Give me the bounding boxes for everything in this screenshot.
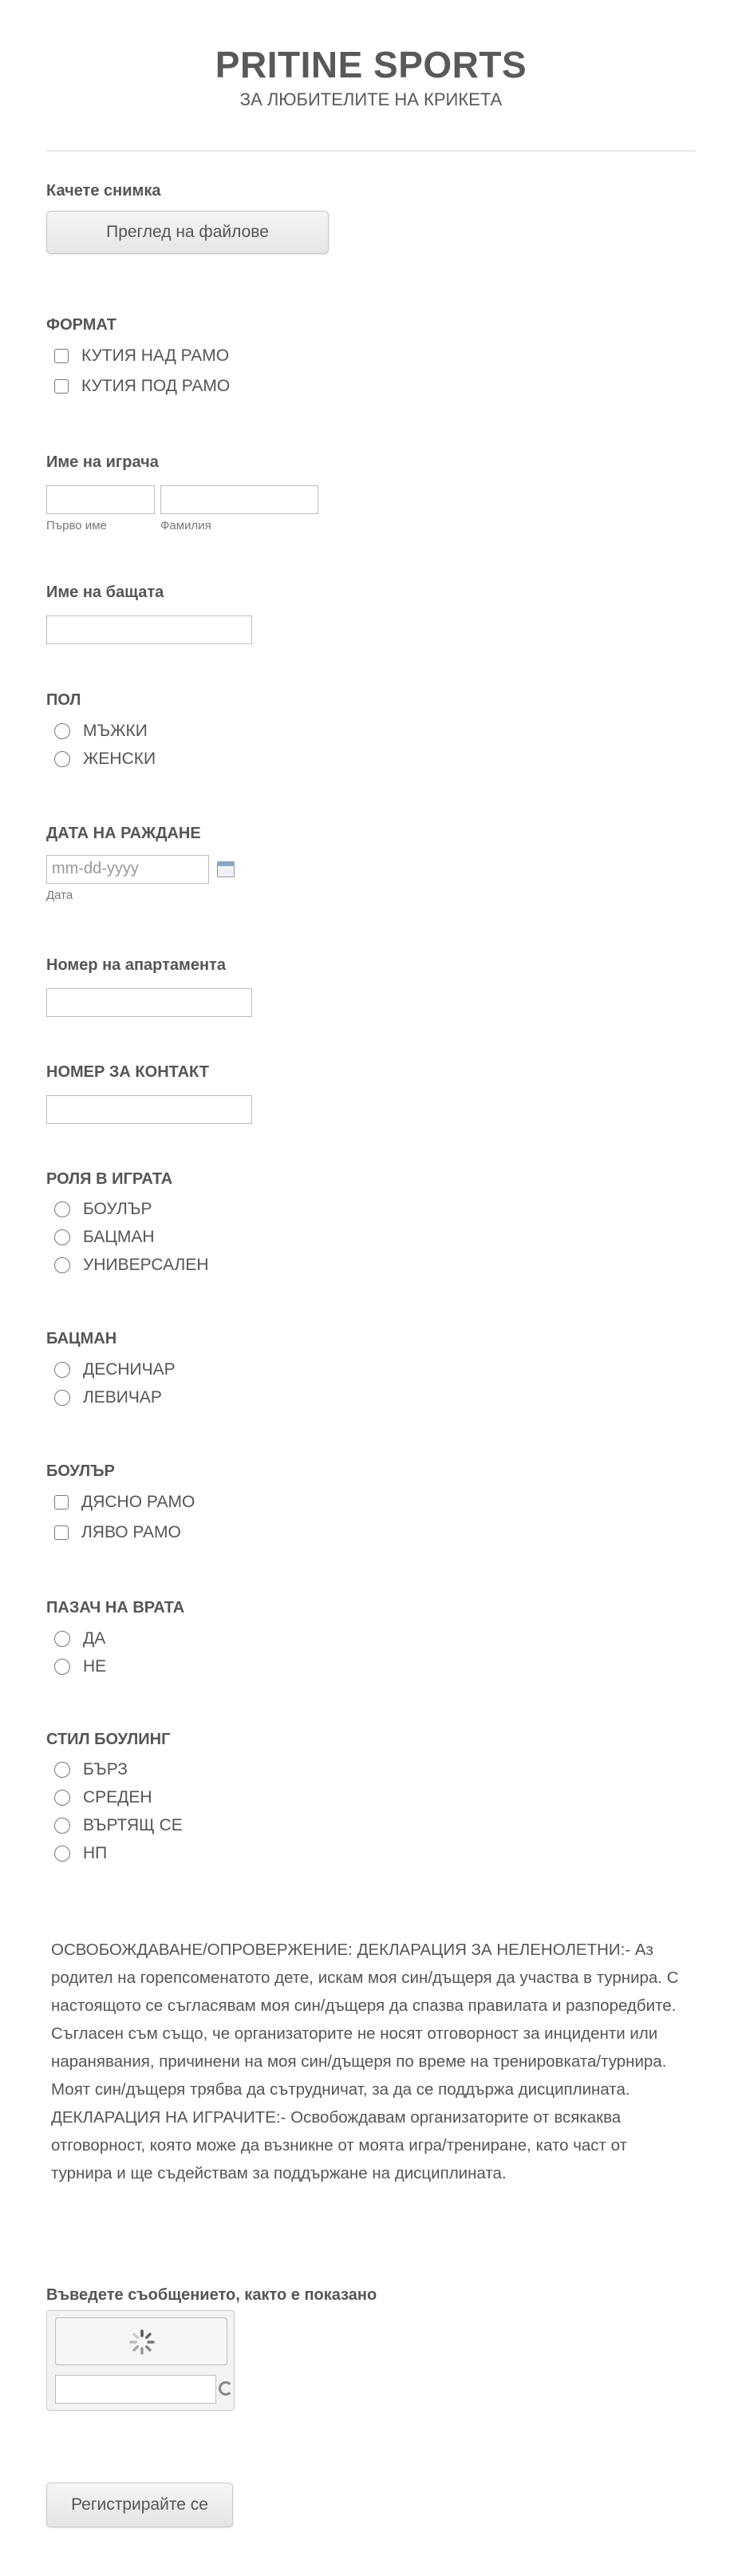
first-name-input[interactable] <box>46 485 155 514</box>
last-name-sublabel: Фамилия <box>160 519 211 532</box>
checkbox[interactable] <box>54 1525 69 1540</box>
batsman-option-left[interactable]: ЛЕВИЧАР <box>54 1388 162 1407</box>
register-button[interactable]: Регистрирайте се <box>46 2483 233 2527</box>
format-section <box>46 316 696 395</box>
format-label: ФОРМАТ <box>46 316 117 334</box>
batsman-section <box>46 1330 696 1407</box>
radio-button[interactable] <box>54 1846 70 1862</box>
bowling-style-option-spin[interactable]: ВЪРТЯЩ СЕ <box>54 1816 183 1835</box>
bowling-style-option-medium[interactable]: СРЕДЕН <box>54 1788 152 1807</box>
header-divider <box>46 150 696 152</box>
radio-button[interactable] <box>54 1257 70 1273</box>
first-name-sublabel: Първо име <box>46 519 107 532</box>
captcha-image <box>55 2317 227 2365</box>
dob-section <box>46 825 696 902</box>
captcha-panel <box>46 2310 235 2411</box>
upload-label: Качете снимка <box>46 182 161 200</box>
radio-button[interactable] <box>54 1818 70 1834</box>
father-name-input[interactable] <box>46 615 252 644</box>
radio-button[interactable] <box>54 1790 70 1806</box>
role-section <box>46 1170 696 1274</box>
bowling-style-label: СТИЛ БОУЛИНГ <box>46 1731 171 1748</box>
bowling-style-option-fast[interactable]: БЪРЗ <box>54 1760 128 1779</box>
batsman-option-right[interactable]: ДЕСНИЧАР <box>54 1360 176 1379</box>
keeper-label: ПАЗАЧ НА ВРАТА <box>46 1599 185 1616</box>
radio-button[interactable] <box>54 1659 70 1675</box>
gender-section <box>46 691 696 768</box>
gender-option-female[interactable]: ЖЕНСКИ <box>54 750 156 769</box>
player-name-section <box>46 453 696 532</box>
apartment-label: Номер на апартамента <box>46 956 226 974</box>
checkbox[interactable] <box>54 349 69 363</box>
radio-button[interactable] <box>54 1229 70 1245</box>
form-header <box>0 0 742 110</box>
radio-button[interactable] <box>54 1362 70 1378</box>
form-subtitle: ЗА ЛЮБИТЕЛИТЕ НА КРИКЕТА <box>239 89 503 109</box>
contact-input[interactable] <box>46 1095 252 1124</box>
gender-label: ПОЛ <box>46 691 81 709</box>
checkbox[interactable] <box>54 1495 69 1510</box>
contact-label: НОМЕР ЗА КОНТАКТ <box>46 1063 209 1081</box>
browse-files-button[interactable]: Преглед на файлове <box>46 211 329 254</box>
bowling-style-option-na[interactable]: НП <box>54 1844 107 1863</box>
father-name-section <box>46 584 696 602</box>
keeper-section <box>46 1599 696 1676</box>
dob-placeholder: mm-dd-yyyy <box>52 860 139 877</box>
role-option-allrounder[interactable]: УНИВЕРСАЛЕН <box>54 1256 209 1275</box>
batsman-label: БАЦМАН <box>46 1330 117 1347</box>
disclaimer-text: ОСВОБОЖДАВАНЕ/ОПРОВЕРЖЕНИЕ: ДЕКЛАРАЦИЯ ЗА НЕЛЕНОЛЕТНИ:- Аз родител на горепсоменатото дете, искам моя син/дъщеря да участва в турнира. С настоящото се съгласявам моя син/дъщеря да спазва правилата и разпоредбите. Съгласен съм също, че организаторите не носят отговорност за инциденти или наранявания, причинени на моя син/дъщеря по време на тренировката/турнира. Моят син/дъщеря трябва да сътрудничат, за да се поддържа дисциплината. ДЕКЛАРАЦИЯ НА ИГРАЧИТЕ:- Освобождавам организаторите от всякаква отговорност, която може да възникне от моята игра/трениране, като част от турнира и ще съдействам за поддържане на дисциплината. <box>51 1941 679 2182</box>
bowler-label: БОУЛЪР <box>46 1462 115 1480</box>
bowler-option-left-arm[interactable]: ЛЯВО РАМО <box>54 1523 181 1542</box>
radio-button[interactable] <box>54 1201 70 1217</box>
radio-button[interactable] <box>54 723 70 739</box>
dob-sublabel: Дата <box>46 888 73 902</box>
dob-input[interactable] <box>46 855 209 884</box>
role-option-batsman[interactable]: БАЦМАН <box>54 1228 155 1247</box>
father-name-label: Име на бащата <box>46 584 164 601</box>
upload-section <box>46 182 696 241</box>
gender-option-male[interactable]: МЪЖКИ <box>54 722 148 741</box>
bowler-option-right-arm[interactable]: ДЯСНО РАМО <box>54 1493 195 1512</box>
last-name-input[interactable] <box>160 485 318 514</box>
radio-button[interactable] <box>54 1631 70 1647</box>
player-name-label: Име на играча <box>46 453 159 471</box>
radio-button[interactable] <box>54 1390 70 1406</box>
refresh-icon[interactable] <box>219 2381 233 2396</box>
captcha-input[interactable] <box>55 2375 216 2404</box>
keeper-option-no[interactable]: НЕ <box>54 1657 106 1676</box>
captcha-section <box>46 2286 696 2305</box>
format-option-over-shoulder[interactable]: КУТИЯ НАД РАМО <box>54 346 229 366</box>
captcha-label: Въведете съобщението, както е показано <box>46 2286 377 2304</box>
apartment-section <box>46 956 696 975</box>
bowling-style-section <box>46 1731 696 1862</box>
radio-button[interactable] <box>54 751 70 767</box>
role-label: РОЛЯ В ИГРАТА <box>46 1170 173 1188</box>
contact-section <box>46 1063 696 1082</box>
bowler-section <box>46 1462 696 1541</box>
apartment-input[interactable] <box>46 988 252 1017</box>
keeper-option-yes[interactable]: ДА <box>54 1629 105 1648</box>
dob-label: ДАТА НА РАЖДАНЕ <box>46 825 201 842</box>
calendar-icon[interactable] <box>217 861 235 877</box>
loading-spinner-icon <box>126 2326 158 2358</box>
format-option-under-shoulder[interactable]: КУТИЯ ПОД РАМО <box>54 377 230 396</box>
role-option-bowler[interactable]: БОУЛЪР <box>54 1200 152 1219</box>
checkbox[interactable] <box>54 379 69 394</box>
radio-button[interactable] <box>54 1762 70 1778</box>
form-title: PRITINE SPORTS <box>215 44 527 85</box>
